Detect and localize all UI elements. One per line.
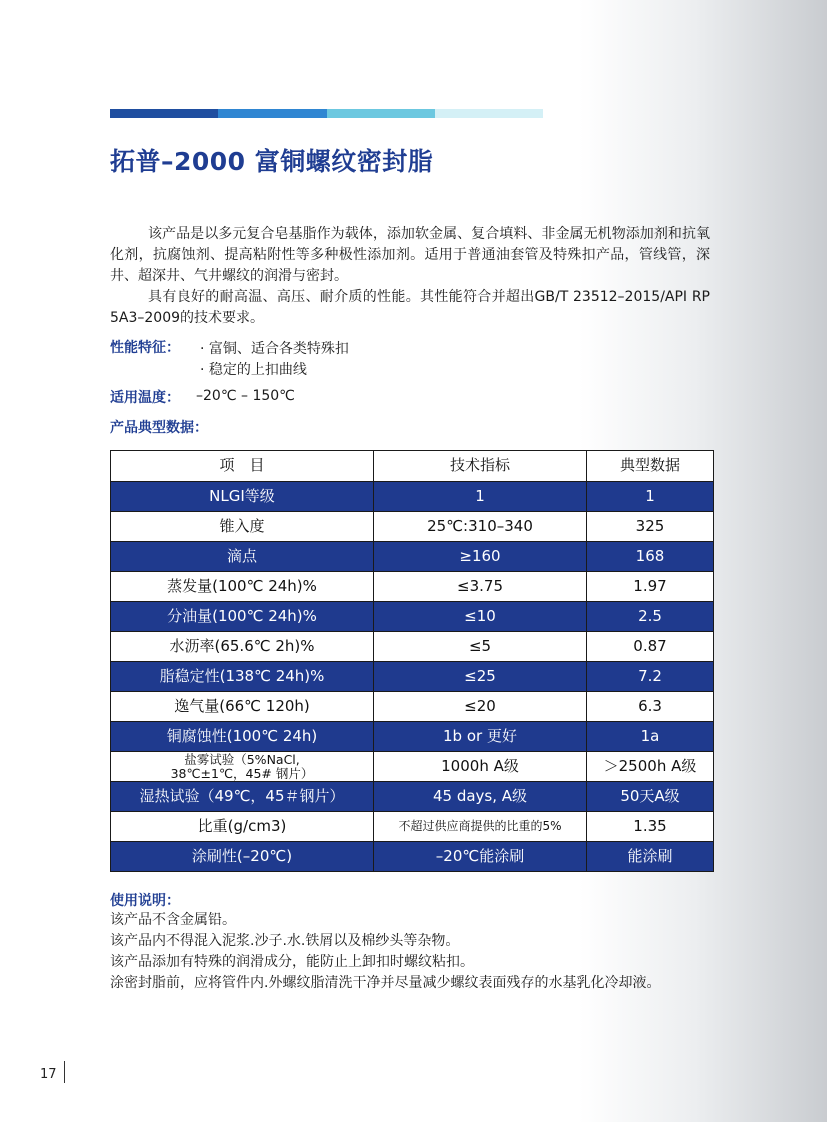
intro-text bbox=[110, 224, 710, 329]
header-stripe-2 bbox=[218, 109, 327, 118]
temperature-label: 适用温度： bbox=[110, 390, 180, 406]
intro-paragraph-2: 具有良好的耐高温、高压、耐介质的性能。其性能符合并超出GB/T 23512–2015/API RP 5A3–2009的技术要求。 bbox=[110, 289, 710, 326]
table-row: 逸气量(66℃ 120h) ≤20 6.3 bbox=[111, 692, 714, 722]
usage-label: 使用说明： bbox=[110, 893, 180, 909]
usage-line-1: 该产品不含金属铅。 bbox=[110, 912, 236, 928]
usage-line-4: 涂密封脂前，应将管件内.外螺纹脂清洗干净并尽量减少螺纹表面残存的水基乳化冷却液。 bbox=[110, 975, 661, 991]
table-row: NLGI等级 1 1 bbox=[111, 482, 714, 512]
table-row: 脂稳定性(138℃ 24h)% ≤25 7.2 bbox=[111, 662, 714, 692]
usage-line-2: 该产品内不得混入泥浆.沙子.水.铁屑以及棉纱头等杂物。 bbox=[110, 933, 460, 949]
usage-list bbox=[110, 910, 660, 994]
header-spec: 技术指标 bbox=[374, 451, 587, 482]
table-row: 蒸发量(100℃ 24h)% ≤3.75 1.97 bbox=[111, 572, 714, 602]
feature-item-2: · 稳定的上扣曲线 bbox=[200, 362, 307, 378]
usage-line-3: 该产品添加有特殊的润滑成分，能防止上卸扣时螺纹粘扣。 bbox=[110, 954, 474, 970]
table-row: 分油量(100℃ 24h)% ≤10 2.5 bbox=[111, 602, 714, 632]
typical-data-label: 产品典型数据： bbox=[110, 420, 208, 436]
page-number-divider bbox=[64, 1061, 65, 1083]
table-row: 铜腐蚀性(100℃ 24h) 1b or 更好 1a bbox=[111, 722, 714, 752]
table-row: 水沥率(65.6℃ 2h)% ≤5 0.87 bbox=[111, 632, 714, 662]
header-item: 项 目 bbox=[111, 451, 374, 482]
table-row: 湿热试验（49℃，45＃钢片） 45 days, A级 50天A级 bbox=[111, 782, 714, 812]
table-row: 比重(g/cm3) 不超过供应商提供的比重的5% 1.35 bbox=[111, 812, 714, 842]
page-title: 拓普–2000 富铜螺纹密封脂 bbox=[110, 147, 434, 176]
table-row: 滴点 ≥160 168 bbox=[111, 542, 714, 572]
table-header-row bbox=[111, 451, 714, 482]
table-row: 盐雾试验（5%NaCl, 38℃±1℃，45# 钢片） 1000h A级 ＞2500h A级 bbox=[111, 752, 714, 782]
header-typical: 典型数据 bbox=[587, 451, 714, 482]
features-label: 性能特征： bbox=[110, 340, 180, 356]
header-stripe-1 bbox=[110, 109, 218, 118]
feature-item-1: · 富铜、适合各类特殊扣 bbox=[200, 341, 349, 357]
page-number: 17 bbox=[40, 1067, 57, 1082]
header-stripe-3 bbox=[327, 109, 435, 118]
table-row: 锥入度 25℃:310–340 325 bbox=[111, 512, 714, 542]
temperature-value: –20℃ – 150℃ bbox=[196, 388, 295, 404]
intro-paragraph-1: 该产品是以多元复合皂基脂作为载体，添加软金属、复合填料、非金属无机物添加剂和抗氧化剂，抗腐蚀剂、提高粘附性等多种极性添加剂。适用于普通油套管及特殊扣产品，管线管，深井、超深井、气井螺纹的润滑与密封。 bbox=[110, 226, 710, 284]
typical-data-table bbox=[110, 450, 714, 872]
header-stripe-4 bbox=[435, 109, 543, 118]
table-row: 涂刷性(–20℃) –20℃能涂刷 能涂刷 bbox=[111, 842, 714, 872]
